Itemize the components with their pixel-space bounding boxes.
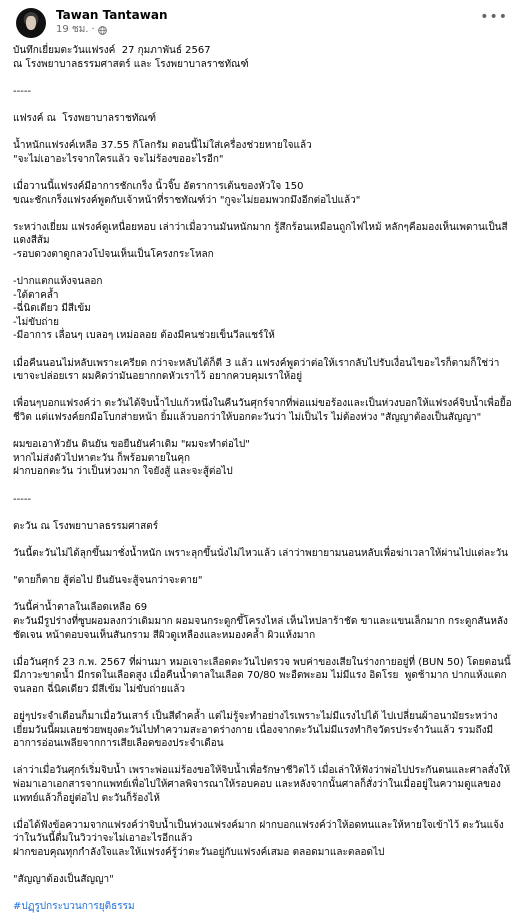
paragraph-gap [13, 71, 513, 85]
globe-icon [98, 26, 107, 35]
paragraph-gap [13, 506, 513, 520]
paragraph-gap [13, 98, 513, 112]
post-text-line: ----- [13, 493, 32, 505]
paragraph-gap [13, 751, 513, 765]
paragraph-gap [13, 642, 513, 656]
paragraph-gap [13, 588, 513, 602]
post-text-line: วันนี้ตะวันไม่ได้ลุกขึ้นมาชั่งน้ำหนัก เพราะลุกขึ้นนั่งไม่ไหวแล้ว เล่าว่าพยายามนอนหลับเพื่อฆ่าเวลาให้ผ่านไปแต่ละวัน [13, 547, 508, 559]
post-text-line: แฟรงค์ ณ โรงพยาบาลราชทัณฑ์ [13, 112, 157, 124]
paragraph-gap [13, 166, 513, 180]
post-text-line: -รอบดวงตาดูกลวงโบ๋จนเห็นเป็นโครงกระโหลก [13, 248, 214, 260]
post-text-line: ฝากบอกตะวัน ว่าเป็นห่วงมาก ใจยังสู้ และจะสู้ต่อไป [13, 466, 233, 478]
paragraph-gap [13, 262, 513, 276]
post-text-line: เล่าว่าเมื่อวันศุกร์เริ่มจิบน้ำ เพราะพ่อแม่ร้องขอให้จิบน้ำเพื่อรักษาชีวิตไว้ เมื่อเล่าให้ฟังว่าพ่อไปประกันตนและศาลสั่งให้พ่อมาเอาเอกสารจากแพทย์เพื่อไปให้ศาลพิจารณาให้รอบคอบ และหลังจากนั้นศาลก็สั่งว่าในเมื่ออยู่ในความดูแลของแพทย์แล้วก็อยู่ต่อไป ตะวันก็ร้องไห้ [13, 765, 511, 804]
post-text-line: อยู่ๆประจำเดือนก็มาเมื่อวันเสาร์ เป็นสีดำคล้ำ แต่ไม่รู้จะทำอย่างไรเพราะไม่มีแรงไปได้ ไปเปลี่ยนผ้าอนามัยระหว่างเยี่ยมวันนี้ผมเลยช่วยพยุงตะวันไปทำความสะอาดร่างกาย เนื่องจากตะวันไม่มีแรงทำกิจวัตรประจำวันแล้ว รวมถึงมีอาการอ่อนเพลียจากการเสียเลือดของประจำเดือน [13, 711, 498, 750]
paragraph-gap [13, 207, 513, 221]
post-text-line: หากไม่ส่งตัวไปหาตะวัน ก็พร้อมตายในคุก [13, 452, 191, 464]
post-text-line: ระหว่างเยี่ยม แฟรงค์ดูเหนื่อยหอบ เล่าว่าเมื่อวานมันหนักมาก รู้สึกร้อนเหมือนถูกไฟไหม้ หลักๆคือมองเห็นเพดานเป็นสีแดงสีส้ม [13, 221, 508, 247]
post-meta: 19 ชม. · [56, 23, 167, 37]
post-text-line: "ตายก็ตาย สู้ต่อไป ยืนยันจะสู้จนกว่าจะตาย" [13, 575, 203, 587]
post-text-line: ขณะชักเกร็งแฟรงค์พูดกับเจ้าหน้าที่ราชทัณฑ์ว่า "กูจะไม่ยอมพวกมึงอีกต่อไปแล้ว" [13, 194, 361, 206]
post-text-line: วันนี้ค่าน้ำตาลในเลือดเหลือ 69 [13, 602, 148, 614]
paragraph-gap [13, 126, 513, 140]
post-text-line: เมื่อคืนนอนไม่หลับเพราะเครียด กว่าจะหลับได้ก็ตี 3 แล้ว แฟรงค์พูดว่าต่อให้เรากลับไปรับเงื่อนไขอะไรก็ตามก็ใช่ว่าเขาจะปล่อยเรา ผมคิดว่ามันอยากกดหัวเราไว้ อยากควบคุมเราให้อยู่ [13, 357, 500, 383]
paragraph-gap [13, 425, 513, 439]
post-text-line: -มีอาการ เลื่อนๆ เบลอๆ เหม่อลอย ต้องมีคนช่วยเข็นวีลแชร์ให้ [13, 330, 275, 342]
post-text-line: น้ำหนักแฟรงค์เหลือ 37.55 กิโลกรัม ตอนนี้ไม่ใส่เครื่องช่วยหายใจแล้ว [13, 140, 312, 152]
author-block [56, 7, 167, 37]
post-text-line: ณ โรงพยาบาลธรรมศาสตร์ และ โรงพยาบาลราชทัณฑ์ [13, 58, 249, 70]
post-text-line: ผมขอเอาหัวยัน ดินยัน ขอยืนยันคำเดิม "ผมจะทำต่อไป" [13, 439, 250, 451]
paragraph-gap [13, 384, 513, 398]
post-text-line: ตะวัน ณ โรงพยาบาลธรรมศาสตร์ [13, 520, 159, 532]
post-text-line: เมื่อวันศุกร์ 23 ก.พ. 2567 ที่ผ่านมา หมอเจาะเลือดตะวันไปตรวจ พบค่าของเสียในร่างกายอยู่ที่ (BUN 50) โดยตอนนี้มีภาวะขาดน้ำ มีกรดในเลือดสูง เมื่อคืนน้ำตาลในเลือด 70/80 พะอืดพะอม ไม่มีแรง อิดโรย พูดช้ามาก ปากแห้งแตกจนลอก ฉี่นิดเดียว มีสีเข้ม ไม่ขับถ่ายแล้ว [13, 656, 511, 695]
post-text-line: เมื่อวานนี้แฟรงค์มีอาการชักเกร็ง นิ้วจิ๊บ อัตราการเต้นของหัวใจ 150 [13, 180, 304, 192]
post-text-line: เพื่อนๆบอกแฟรงค์ว่า ตะวันได้จิบน้ำไปแก้วหนึ่งในคืนวันศุกร์จากที่พ่อแม่ขอร้องและเป็นห่วงบอกให้แฟรงค์จิบน้ำเพื่อยื้อชีวิต แต่แฟรงค์ยกมือโบกส่ายหน้า ยิ้มแล้วบอกว่าให้บอกตะวันว่า ไม่เป็นไร ไม่ต้องห่วง "สัญญาต้องเป็นสัญญา" [13, 398, 512, 424]
post-text-line: ตะวันมีรูปร่างที่ซูบผอมลงกว่าเดิมมาก ผอมจนกระดูกขึ้โครงไหล่ เห็นไหปลาร้าชัด ขาและแขนเล็กมาก กระดูกสันหลังชัดเจน หน้าตอบจนเห็นสันกราม สีผิวดูเหลืองและหมองคล้ำ ผิวแห้งมาก [13, 615, 508, 641]
post-text-line: -ปากแตกแห้งจนลอก [13, 276, 103, 288]
author-name[interactable]: Tawan Tantawan [56, 8, 168, 22]
paragraph-gap [13, 805, 513, 819]
post-text-line: บันทึกเยี่ยมตะวันแฟรงค์ 27 กุมภาพันธ์ 2567 [13, 45, 211, 56]
post-header [0, 0, 522, 48]
post-text-line: "จะไม่เอาอะไรจากใครแล้ว จะไม่ร้องขออะไรอีก" [13, 153, 224, 165]
paragraph-gap [13, 343, 513, 357]
paragraph-gap [13, 697, 513, 711]
post-text-line: -ไม่ขับถ่าย [13, 316, 59, 328]
post-text-line: "สัญญาต้องเป็นสัญญา" [13, 874, 114, 886]
paragraph-gap [13, 887, 513, 901]
post-text-line: -ใต้ตาคล้ำ [13, 289, 59, 301]
paragraph-gap [13, 533, 513, 547]
hashtag-link[interactable]: #ปฏฺรูปกระบวนการยุติธรรม [13, 901, 135, 913]
more-options-icon[interactable]: ••• [480, 9, 508, 25]
post-text-line: ฝากขอบคุณทุกกำลังใจและให้แฟรงค์รู้ว่าตะวันอยู่กับแฟรงค์เสมอ ตลอดมาและตลอดไป [13, 847, 385, 859]
post-text-line: ----- [13, 85, 32, 97]
post-text-line: -ฉี่นิดเดียว มีสีเข้ม [13, 303, 91, 315]
post-time[interactable]: 19 ชม. [56, 24, 89, 35]
paragraph-gap [13, 479, 513, 493]
avatar[interactable] [16, 8, 46, 38]
post-body [13, 44, 513, 914]
paragraph-gap [13, 561, 513, 575]
post-text-line: เมื่อได้ฟังข้อความจากแฟรงค์ว่าจิบน้ำเป็นห่วงแฟรงค์มาก ฝากบอกแฟรงค์ว่าให้อดทนและให้หายใจเข้าไว้ ตะวันแจ้งว่าในวันนี้ดื่มในวิวว่าจะไม่เอาอะไรอีกแล้ว [13, 819, 504, 845]
paragraph-gap [13, 860, 513, 874]
